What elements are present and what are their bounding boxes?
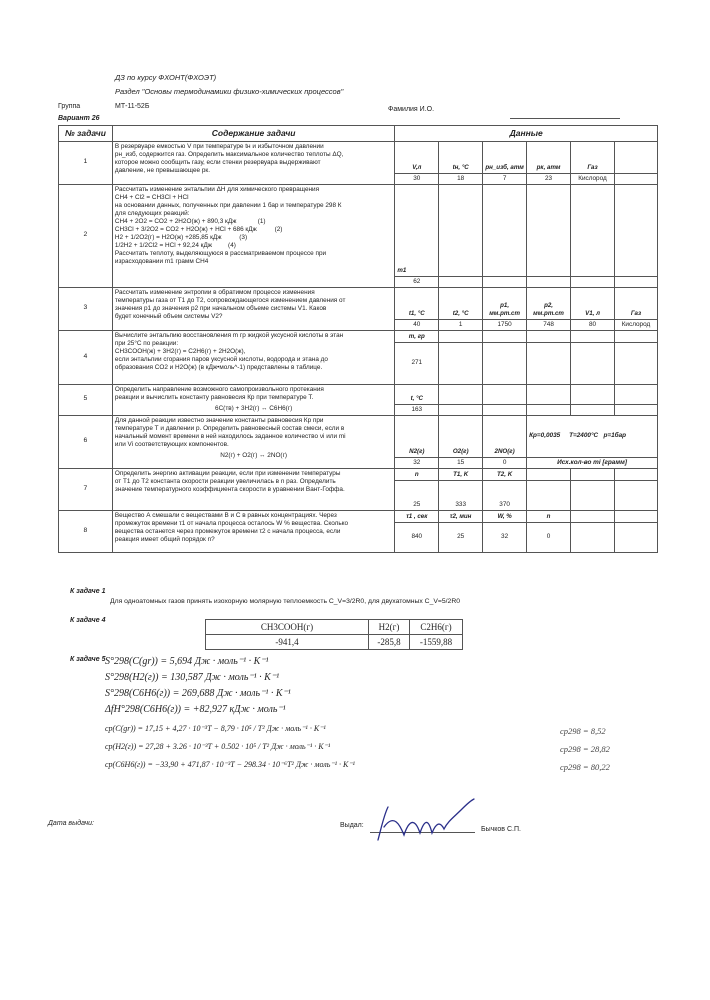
data-value: 7 — [483, 173, 527, 184]
task-line: Рассчитать изменение энтропии в обратимом процессе изменения — [114, 288, 315, 296]
note-task1-label: К задаче 1 — [70, 588, 106, 595]
data-value: 163 — [395, 404, 439, 415]
col-data: Данные — [395, 126, 658, 142]
task-no: 7 — [59, 468, 113, 510]
task-row-1 — [59, 141, 658, 173]
data-header: tн, °С — [439, 141, 483, 173]
data-header: τ2, мин — [439, 510, 483, 522]
entropy-formula: S°298(H2(г)) = 130,587 Дж · моль⁻¹ · K⁻¹ — [105, 672, 280, 683]
data-value: 1750 — [483, 319, 527, 330]
data-value: 1 — [439, 319, 483, 330]
task-line: Рассчитать теплоту, выделяющуюся в рассматриваемом процессе при — [114, 249, 327, 257]
task-row-8 — [59, 510, 658, 522]
enthalpy-value: -285,8 — [369, 635, 410, 650]
task-line: CH4 + Cl2 = CH3Cl + HCl — [114, 193, 189, 201]
data-header: рн_изб, атм — [483, 141, 527, 173]
task-line: Рассчитать изменение энтальпии ΔН для химического превращения — [114, 185, 320, 193]
data-header: p1, мм.рт.ст — [483, 287, 527, 319]
data-value: Кислород — [614, 319, 657, 330]
group-label: Группа — [58, 103, 81, 110]
data-header: W, % — [483, 510, 527, 522]
task-line: Вещество А смешали с веществами В и С в равных концентрациях. Через — [114, 511, 337, 519]
data-value: 0 — [527, 522, 571, 552]
task-row-6 — [59, 415, 658, 457]
enthalpy-value: -941,4 — [206, 635, 369, 650]
data-header: T1, K — [439, 468, 483, 480]
task-no: 2 — [59, 184, 113, 287]
cp298-value: cp298 = 28,82 — [560, 744, 610, 754]
data-value: 32 — [483, 522, 527, 552]
task-line: от Т1 до Т2 константа скорости реакции увеличилась в n раз. Определить — [114, 477, 336, 485]
note-task1-text: Для одноатомных газов принять изохорную молярную теплоемкость C_V=3/2R0, для двухатомных C_V=5/2R0 — [110, 598, 461, 605]
task-text — [112, 141, 394, 184]
task-line: H2 + 1/2O2(г) = H2O(ж) +285,85 кДж (3) — [114, 233, 248, 241]
data-value: 80 — [571, 319, 615, 330]
task-row-5 — [59, 384, 658, 404]
cp298-value: cp298 = 8,52 — [560, 726, 606, 736]
task-line: реакция имеет общий порядок n? — [114, 535, 215, 543]
task-line: температуры газа от Т1 до Т2, сопровождающегося изменением давления от — [114, 296, 346, 304]
data-value: 333 — [439, 480, 483, 510]
task-line: промежуток времени τ1 от начала процесса осталось W % вещества. Сколько — [114, 519, 349, 527]
initial-amount-note: Исх.кол-во mi [грамм] — [527, 457, 658, 468]
task-line: CH4 + 2O2 = CO2 + 2H2O(ж) + 890,3 кДж (1) — [114, 217, 266, 225]
task-no: 6 — [59, 415, 113, 468]
equilibrium-conditions — [527, 415, 658, 457]
data-header: m1 — [395, 184, 439, 276]
task-row-2 — [59, 184, 658, 276]
task-line: или Vi соответствующих компонентов. — [114, 440, 229, 448]
task-no: 1 — [59, 141, 113, 184]
temperature-value: Т=2400°С — [569, 432, 599, 440]
col-task-no: № задачи — [59, 126, 113, 142]
course-title: ДЗ по курсу ФХОНТ(ФХОЭТ) — [115, 73, 217, 82]
col-content: Содержание задачи — [112, 126, 394, 142]
data-value: 25 — [395, 480, 439, 510]
student-name-line — [510, 118, 620, 119]
data-header: t1, °С — [395, 287, 439, 319]
substance-header: CH3COOH(г) — [206, 620, 369, 635]
data-value: 18 — [439, 173, 483, 184]
section-title: Раздел "Основы термодинамики физико-химических процессов" — [115, 87, 344, 96]
task-line: образования CO2 и H2O(ж) (в кДж•моль^-1) представлены в таблице. — [114, 363, 323, 371]
data-header: p2, мм.рт.ст — [527, 287, 571, 319]
data-value: 0 — [483, 457, 527, 468]
student-name-label: Фамилия И.О. — [388, 106, 435, 113]
data-header: t, °С — [395, 384, 439, 404]
kp-value: Кр=0,0035 — [529, 432, 561, 440]
entropy-formula: S°298(C(gr)) = 5,694 Дж · моль⁻¹ · K⁻¹ — [105, 656, 269, 667]
data-header: рк, атм — [527, 141, 571, 173]
task-no: 5 — [59, 384, 113, 415]
handwritten-signature — [370, 795, 480, 850]
data-header: Газ — [571, 141, 615, 173]
data-value: 62 — [395, 276, 439, 287]
enthalpy-value: -1559,88 — [410, 635, 463, 650]
data-header: 2NO(г) — [483, 415, 527, 457]
task-line: реакции и вычислить константу равновесия Кр при температуре Т. — [114, 393, 314, 401]
variant-label: Вариант 26 — [58, 115, 100, 122]
cp298-value: cp298 = 80,22 — [560, 762, 610, 772]
task-no: 3 — [59, 287, 113, 330]
heat-capacity-formula: cp(C6H6(г)) = −33,90 + 471,87 · 10⁻³T − 298.34 · 10⁻⁶T² Дж · моль⁻¹ · K⁻¹ — [105, 760, 355, 769]
heat-capacity-formula: cp(H2(г)) = 27,28 + 3.26 · 10⁻³T + 0.502 · 10⁵ / T² Дж · моль⁻¹ · K⁻¹ — [105, 742, 331, 751]
reaction-equation: N2(г) + O2(г) ↔ 2NO(г) — [220, 451, 288, 459]
task-line: значения р1 до значения р2 при начальном объеме системы V1. Каков — [114, 304, 327, 312]
data-value: 32 — [395, 457, 439, 468]
data-value: 840 — [395, 522, 439, 552]
data-value: 30 — [395, 173, 439, 184]
group-value: МТ-11-52Б — [115, 103, 150, 110]
task-text — [112, 510, 394, 552]
substance-header: H2(г) — [369, 620, 410, 635]
data-value: Кислород — [571, 173, 615, 184]
heat-capacity-formula: cp(C(gr)) = 17,15 + 4,27 · 10⁻³T − 8,79 · 10⁵ / T² Дж · моль⁻¹ · K⁻¹ — [105, 724, 326, 733]
task-text — [112, 330, 394, 384]
task-line: для следующих реакций: — [114, 209, 190, 217]
data-header: Газ — [614, 287, 657, 319]
task-text — [112, 384, 394, 415]
task-line: при 25°С по реакции: — [114, 339, 179, 347]
task-line: вещества останется через промежуток времени τ2 с начала процесса, если — [114, 527, 341, 535]
entropy-formula: S°298(C6H6(г)) = 269,688 Дж · моль⁻¹ · K⁻¹ — [105, 688, 291, 699]
task-text — [112, 468, 394, 510]
task-row-3 — [59, 287, 658, 319]
task-text — [112, 415, 394, 468]
data-header: τ1 , сек — [395, 510, 439, 522]
task-table — [58, 125, 658, 553]
data-value: 370 — [483, 480, 527, 510]
task-line: Для данной реакции известно значение константы равновесия Кр при — [114, 416, 324, 424]
substance-header: C2H6(г) — [410, 620, 463, 635]
task-line: давление, не превышающее рк. — [114, 166, 210, 174]
task-line: CH3Cl + 3/2O2 = CO2 + H2O(ж) + HCl + 686 кДж (2) — [114, 225, 283, 233]
task-line: значение температурного коэффициента скорости в уравнении Вант-Гоффа. — [114, 485, 345, 493]
task-line: если энтальпии сгорания паров уксусной кислоты, водорода и этана до — [114, 355, 328, 363]
issuer-name: Бычков С.П. — [481, 826, 521, 833]
data-header: t2, °С — [439, 287, 483, 319]
task-row-7 — [59, 468, 658, 480]
pressure-value: р=1бар — [603, 432, 627, 440]
enthalpy-formula: ΔfH°298(C6H6(г)) = +82,927 кДж · моль⁻¹ — [105, 704, 286, 715]
note-task5-label: К задаче 5 — [70, 656, 106, 663]
task-line: начальный момент времени в ней находилось заданное количество νi или mi — [114, 432, 346, 440]
task-no: 8 — [59, 510, 113, 552]
task-text — [112, 287, 394, 330]
task-line: CH3COOH(ж) + 3H2(г) = C2H6(г) + 2H2O(ж), — [114, 347, 246, 355]
note-task4-label: К задаче 4 — [70, 617, 106, 624]
data-header: V1, л — [571, 287, 615, 319]
task-line: на основании данных, полученных при давлении 1 бар и температуре 298 К — [114, 201, 342, 209]
task-line: рн_изб, содержится газ. Определить максимальное количество теплоты ΔQ, — [114, 150, 344, 158]
task-line: израсходовании m1 грамм CH4 — [114, 257, 209, 265]
data-header: T2, K — [483, 468, 527, 480]
task-text — [112, 184, 394, 287]
task-line: которое можно сообщить газу, если стенки резервуара выдерживают — [114, 158, 321, 166]
data-value: 15 — [439, 457, 483, 468]
issued-by-label: Выдал: — [340, 822, 364, 829]
data-value: 23 — [527, 173, 571, 184]
data-value: 40 — [395, 319, 439, 330]
data-header: n — [395, 468, 439, 480]
table-header-row — [59, 126, 658, 142]
data-value: 271 — [395, 342, 439, 384]
data-value: 748 — [527, 319, 571, 330]
task-line: будет конечный объем системы V2? — [114, 312, 223, 320]
data-header: N2(г) — [395, 415, 439, 457]
task-line: Вычислите энтальпию восстановления m гр жидкой уксусной кислоты в этан — [114, 331, 344, 339]
combustion-enthalpy-table — [205, 619, 463, 650]
issue-date-label: Дата выдачи: — [48, 820, 94, 827]
reaction-equation: 6С(тв) + 3H2(г) ↔ C6H6(г) — [215, 404, 293, 412]
data-value: 25 — [439, 522, 483, 552]
data-header: O2(г) — [439, 415, 483, 457]
task-no: 4 — [59, 330, 113, 384]
task-line: 1/2H2 + 1/2Cl2 = HCl + 92,24 кДж (4) — [114, 241, 236, 249]
task-row-4 — [59, 330, 658, 342]
task-line: температуре Т и давлении р. Определить равновесный состав смеси, если в — [114, 424, 345, 432]
task-line: Определить энергию активации реакции, если при изменении температуры — [114, 469, 341, 477]
task-line: В резервуаре емкостью V при температуре tн и избыточном давлении — [114, 142, 324, 150]
data-header: m, гр — [395, 330, 439, 342]
data-header: n — [527, 510, 571, 522]
task-line: Определить направление возможного самопроизвольного протекания — [114, 385, 324, 393]
data-header: V,л — [395, 141, 439, 173]
